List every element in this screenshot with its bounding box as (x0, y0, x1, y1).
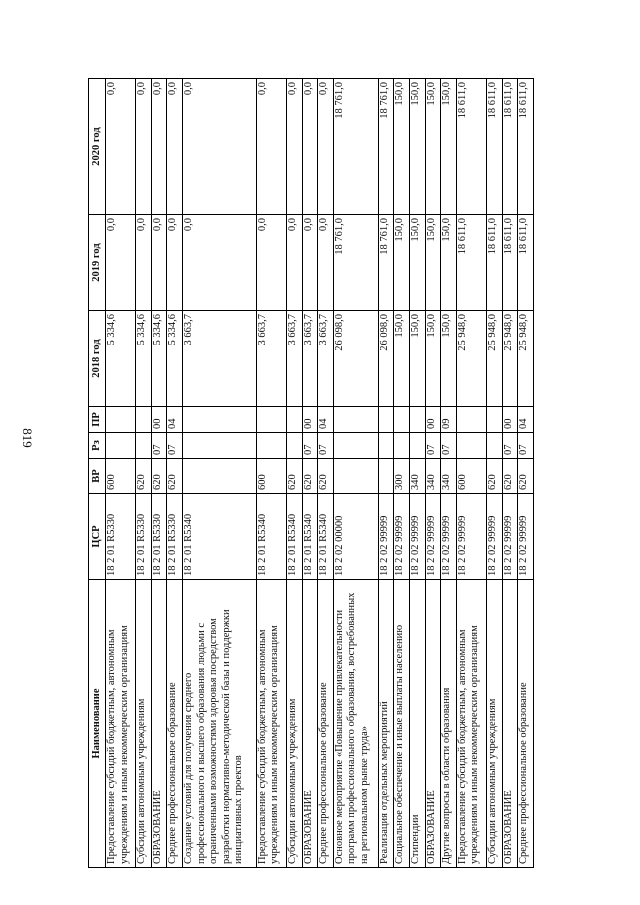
cell-csr: 18 2 02 99999 (425, 494, 441, 580)
cell-2020: 150,0 (441, 79, 457, 215)
cell-2020: 0,0 (318, 79, 334, 215)
cell-pr: 04 (518, 407, 534, 433)
cell-pr: 04 (167, 407, 183, 433)
cell-name: Стипендии (409, 580, 425, 868)
cell-rz (256, 433, 286, 459)
cell-rz: 07 (518, 433, 534, 459)
cell-2020: 0,0 (256, 79, 286, 215)
cell-2018: 5 334,6 (136, 311, 152, 407)
cell-pr: 00 (425, 407, 441, 433)
table-row (441, 79, 457, 868)
cell-2018: 150,0 (425, 311, 441, 407)
cell-2019: 150,0 (441, 215, 457, 311)
header-csr: ЦСР (89, 494, 106, 580)
table-row (486, 79, 502, 868)
cell-2020: 150,0 (425, 79, 441, 215)
cell-2018: 150,0 (441, 311, 457, 407)
cell-2019: 150,0 (409, 215, 425, 311)
cell-csr: 18 2 02 99999 (394, 494, 410, 580)
cell-2018: 150,0 (394, 311, 410, 407)
table-header-row (89, 79, 106, 868)
cell-2020: 0,0 (183, 79, 257, 215)
cell-2018: 5 334,6 (151, 311, 167, 407)
cell-rz: 07 (318, 433, 334, 459)
cell-pr (136, 407, 152, 433)
table-row (318, 79, 334, 868)
cell-2018: 3 663,7 (286, 311, 302, 407)
table-row (256, 79, 286, 868)
cell-rz: 07 (441, 433, 457, 459)
cell-pr (333, 407, 378, 433)
cell-name: Среднее профессиональное образование (318, 580, 334, 868)
cell-2020: 0,0 (167, 79, 183, 215)
cell-2018: 25 948,0 (502, 311, 518, 407)
cell-name: Основное мероприятие «Повышение привлекательности программ профессионального образования, востребованных на региональном рынке труда» (333, 580, 378, 868)
cell-csr: 18 2 01 R5340 (256, 494, 286, 580)
cell-pr (183, 407, 257, 433)
cell-2019: 0,0 (136, 215, 152, 311)
cell-csr: 18 2 01 R5330 (151, 494, 167, 580)
cell-rz: 07 (302, 433, 318, 459)
cell-pr: 00 (151, 407, 167, 433)
cell-vr: 620 (318, 459, 334, 494)
cell-2020: 0,0 (151, 79, 167, 215)
cell-rz (286, 433, 302, 459)
cell-pr (106, 407, 136, 433)
header-vr: ВР (89, 459, 106, 494)
cell-vr: 620 (136, 459, 152, 494)
table-row (302, 79, 318, 868)
cell-vr (378, 459, 394, 494)
cell-2019: 0,0 (286, 215, 302, 311)
cell-pr: 04 (318, 407, 334, 433)
cell-csr: 18 2 01 R5330 (136, 494, 152, 580)
page-number: 819 (20, 428, 35, 448)
header-pr: ПР (89, 407, 106, 433)
table-row (286, 79, 302, 868)
cell-2020: 0,0 (106, 79, 136, 215)
cell-csr: 18 2 01 R5340 (286, 494, 302, 580)
cell-vr: 300 (394, 459, 410, 494)
cell-name: Другие вопросы в области образования (441, 580, 457, 868)
table-body (106, 79, 534, 868)
cell-2018: 3 663,7 (256, 311, 286, 407)
cell-pr (456, 407, 486, 433)
table-row (425, 79, 441, 868)
cell-rz: 07 (151, 433, 167, 459)
cell-csr: 18 2 01 R5330 (167, 494, 183, 580)
cell-vr: 620 (302, 459, 318, 494)
cell-csr: 18 2 01 R5330 (106, 494, 136, 580)
cell-rz: 07 (167, 433, 183, 459)
cell-2018: 150,0 (409, 311, 425, 407)
cell-vr: 340 (409, 459, 425, 494)
cell-2019: 0,0 (318, 215, 334, 311)
table-row (378, 79, 394, 868)
cell-rz (378, 433, 394, 459)
table-row (151, 79, 167, 868)
cell-2019: 18 611,0 (518, 215, 534, 311)
cell-pr (378, 407, 394, 433)
table-row (409, 79, 425, 868)
cell-2019: 0,0 (106, 215, 136, 311)
cell-2020: 0,0 (286, 79, 302, 215)
cell-pr: 00 (502, 407, 518, 433)
cell-2019: 0,0 (151, 215, 167, 311)
cell-name: Субсидии автономным учреждениям (486, 580, 502, 868)
cell-vr: 620 (286, 459, 302, 494)
cell-2019: 18 611,0 (502, 215, 518, 311)
cell-vr: 620 (167, 459, 183, 494)
cell-vr: 600 (256, 459, 286, 494)
cell-name: Реализация отдельных мероприятий (378, 580, 394, 868)
cell-2019: 150,0 (425, 215, 441, 311)
budget-table-container (88, 79, 534, 868)
cell-csr: 18 2 01 R5340 (183, 494, 257, 580)
cell-vr: 620 (502, 459, 518, 494)
cell-csr: 18 2 02 99999 (518, 494, 534, 580)
table-row (183, 79, 257, 868)
cell-csr: 18 2 01 R5340 (318, 494, 334, 580)
header-2019: 2019 год (89, 215, 106, 311)
cell-pr (394, 407, 410, 433)
cell-csr: 18 2 02 99999 (409, 494, 425, 580)
cell-2018: 5 334,6 (106, 311, 136, 407)
cell-name: Предоставление субсидий бюджетным, автономным учреждениям и иным некоммерческим организациям (456, 580, 486, 868)
cell-rz (409, 433, 425, 459)
table-row (518, 79, 534, 868)
cell-csr: 18 2 02 99999 (456, 494, 486, 580)
cell-rz (106, 433, 136, 459)
cell-2019: 0,0 (302, 215, 318, 311)
cell-pr (486, 407, 502, 433)
table-row (106, 79, 136, 868)
cell-2019: 0,0 (183, 215, 257, 311)
header-rz: Рз (89, 433, 106, 459)
cell-csr: 18 2 02 99999 (378, 494, 394, 580)
cell-2018: 26 098,0 (378, 311, 394, 407)
cell-vr: 620 (518, 459, 534, 494)
cell-2020: 18 611,0 (486, 79, 502, 215)
cell-2019: 18 761,0 (333, 215, 378, 311)
cell-rz (456, 433, 486, 459)
cell-name: ОБРАЗОВАНИЕ (425, 580, 441, 868)
cell-2019: 18 761,0 (378, 215, 394, 311)
cell-csr: 18 2 01 R5340 (302, 494, 318, 580)
cell-2019: 0,0 (167, 215, 183, 311)
cell-vr: 600 (106, 459, 136, 494)
cell-name: Предоставление субсидий бюджетным, автономным учреждениям и иным некоммерческим организациям (256, 580, 286, 868)
cell-2019: 150,0 (394, 215, 410, 311)
table-row (456, 79, 486, 868)
cell-vr (183, 459, 257, 494)
table-row (394, 79, 410, 868)
cell-rz (333, 433, 378, 459)
cell-pr (256, 407, 286, 433)
cell-2020: 18 611,0 (502, 79, 518, 215)
cell-2018: 3 663,7 (302, 311, 318, 407)
budget-table (88, 78, 534, 868)
cell-2020: 18 611,0 (518, 79, 534, 215)
cell-name: Субсидии автономным учреждениям (286, 580, 302, 868)
cell-rz (394, 433, 410, 459)
cell-rz: 07 (502, 433, 518, 459)
header-2020: 2020 год (89, 79, 106, 215)
cell-pr (286, 407, 302, 433)
cell-pr: 00 (302, 407, 318, 433)
cell-2020: 0,0 (302, 79, 318, 215)
cell-2020: 18 761,0 (378, 79, 394, 215)
cell-csr: 18 2 02 99999 (502, 494, 518, 580)
cell-2019: 0,0 (256, 215, 286, 311)
cell-vr: 600 (456, 459, 486, 494)
cell-2018: 25 948,0 (456, 311, 486, 407)
cell-2020: 150,0 (394, 79, 410, 215)
cell-2018: 25 948,0 (518, 311, 534, 407)
cell-2020: 150,0 (409, 79, 425, 215)
cell-2020: 18 761,0 (333, 79, 378, 215)
header-2018: 2018 год (89, 311, 106, 407)
cell-name: ОБРАЗОВАНИЕ (302, 580, 318, 868)
cell-csr: 18 2 02 99999 (441, 494, 457, 580)
cell-vr: 340 (441, 459, 457, 494)
cell-vr: 620 (486, 459, 502, 494)
cell-2018: 25 948,0 (486, 311, 502, 407)
table-row (502, 79, 518, 868)
cell-csr: 18 2 02 99999 (486, 494, 502, 580)
cell-name: Социальное обеспечение и иные выплаты населению (394, 580, 410, 868)
cell-vr: 620 (151, 459, 167, 494)
header-name: Наименование (89, 580, 106, 868)
cell-pr: 09 (441, 407, 457, 433)
cell-name: Субсидии автономным учреждениям (136, 580, 152, 868)
cell-name: Среднее профессиональное образование (518, 580, 534, 868)
cell-2020: 18 611,0 (456, 79, 486, 215)
cell-2018: 3 663,7 (183, 311, 257, 407)
cell-2018: 26 098,0 (333, 311, 378, 407)
table-row (167, 79, 183, 868)
cell-rz (486, 433, 502, 459)
cell-vr (333, 459, 378, 494)
cell-2019: 18 611,0 (456, 215, 486, 311)
cell-vr: 340 (425, 459, 441, 494)
cell-name: ОБРАЗОВАНИЕ (151, 580, 167, 868)
cell-2018: 5 334,6 (167, 311, 183, 407)
cell-name: Предоставление субсидий бюджетным, автономным учреждениям и иным некоммерческим организациям (106, 580, 136, 868)
cell-2018: 3 663,7 (318, 311, 334, 407)
cell-name: ОБРАЗОВАНИЕ (502, 580, 518, 868)
cell-2019: 18 611,0 (486, 215, 502, 311)
cell-pr (409, 407, 425, 433)
table-row (333, 79, 378, 868)
cell-name: Создание условий для получения среднего профессионального и высшего образования людьми с ограниченными возможностями здоровья посредством разработки нормативно-методической базы и поддержки инициативных проектов (183, 580, 257, 868)
cell-csr: 18 2 02 00000 (333, 494, 378, 580)
cell-2020: 0,0 (136, 79, 152, 215)
cell-name: Среднее профессиональное образование (167, 580, 183, 868)
table-row (136, 79, 152, 868)
cell-rz: 07 (425, 433, 441, 459)
cell-rz (136, 433, 152, 459)
cell-rz (183, 433, 257, 459)
